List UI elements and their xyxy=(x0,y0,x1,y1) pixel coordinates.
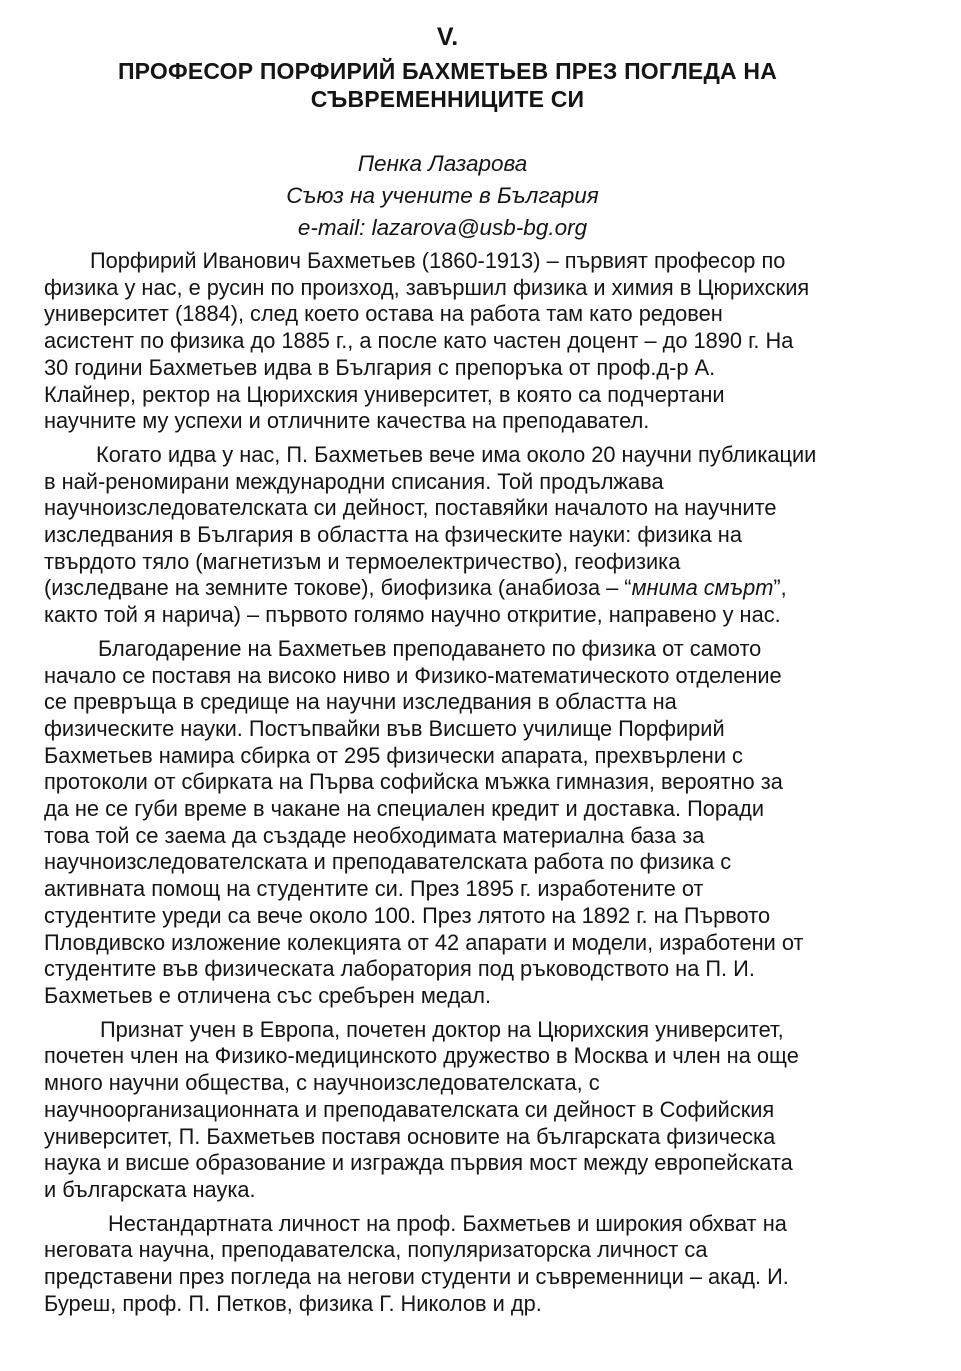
text-line: почетен член на Физико-медицинското дружество в Москва и член на още xyxy=(44,1043,799,1069)
text-line: и българската наука. xyxy=(44,1176,256,1202)
text-line: физическите науки. Постъпвайки във Висшето училище Порфирий xyxy=(44,715,725,741)
text-line: протоколи от сбирката на Първа софийска мъжка гимназия, вероятно за xyxy=(44,769,783,795)
text-fragment: (изследване на земните токове), биофизика (анабиоза – “ xyxy=(44,575,632,601)
text-line: студентите уреди са вече около 100. През лятото на 1892 г. на Първото xyxy=(44,902,771,928)
text-line: твърдото тяло (магнетизъм и термоелектричество), геофизика xyxy=(44,548,681,574)
paragraph xyxy=(44,1017,924,1204)
text-line: Бахметьев е отличена със сребърен медал. xyxy=(44,982,492,1008)
text-line: неговата научна, преподавателска, популяризаторска личност са xyxy=(44,1237,708,1263)
text-line: в най-реномирани международни списания. Той продължава xyxy=(44,468,664,494)
paragraph xyxy=(44,442,924,629)
text-line: Порфирий Иванович Бахметьев (1860-1913) – първият професор по xyxy=(90,248,786,273)
text-line: да не се губи време в чакане на специален кредит и доставка. Поради xyxy=(44,796,765,822)
author-email: e-mail: lazarova@usb-bg.org xyxy=(297,215,588,240)
text-line: изследвания в България в областта на фзическите науки: физика на xyxy=(44,522,742,548)
paragraph xyxy=(44,636,924,1010)
text-line: Клайнер, ректор на Цюрихския университет, в която са подчертани xyxy=(44,381,725,407)
text-line: много научни общества, с научноизследователската, с xyxy=(44,1070,600,1096)
text-line xyxy=(44,575,924,602)
text-line: се превръща в средище на научни изследвания в областта на xyxy=(44,689,677,715)
title-line: ПРОФЕСОР ПОРФИРИЙ БАХМЕТЬЕВ ПРЕЗ ПОГЛЕДА НА xyxy=(117,58,778,84)
text-line: Нестандартната личност на проф. Бахметьев и широкия обхват на xyxy=(108,1210,787,1236)
text-line: студентите във физическата лаборатория под ръководството на П. И. xyxy=(44,956,755,982)
text-line: асистент по физика до 1885 г., а после като частен доцент – до 1890 г. На xyxy=(44,328,794,354)
text-line: физика у нас, е русин по произход, завършил физика и химия в Цюрихския xyxy=(44,274,810,300)
article-body xyxy=(44,248,924,1324)
title-line: СЪВРЕМЕННИЦИТЕ СИ xyxy=(310,86,585,112)
text-line: университет (1884), след което остава на работа там като редовен xyxy=(44,301,723,327)
author-affiliation: Съюз на учените в България xyxy=(286,183,599,208)
text-line: активната помощ на студентите си. През 1895 г. изработените от xyxy=(44,876,704,902)
text-line: 30 години Бахметьев идва в България с препоръка от проф.д-р А. xyxy=(44,354,716,380)
text-line: Когато идва у нас, П. Бахметьев вече има около 20 научни публикации xyxy=(96,441,817,467)
text-line: университет, П. Бахметьев поставя основите на българската физическа xyxy=(44,1123,776,1149)
text-line: научноизследователската си дейност, поставяйки началото на научните xyxy=(44,495,777,521)
author-name: Пенка Лазарова xyxy=(357,151,528,176)
text-line: това той се заема да създаде необходимата материална база за xyxy=(44,822,705,848)
text-line: начало се поставя на високо ниво и Физико-математическото отделение xyxy=(44,662,782,688)
text-line: Признат учен в Европа, почетен доктор на Цюрихския университет, xyxy=(100,1016,784,1042)
text-line: както той я нарича) – първото голямо научно откритие, направено у нас. xyxy=(44,602,781,628)
text-line: Благодарение на Бахметьев преподаването по физика от самото xyxy=(98,635,762,661)
italic-phrase: мнима смърт xyxy=(631,575,774,601)
text-line: представени през погледа на негови студенти и съвременници – акад. И. xyxy=(44,1264,789,1290)
text-line: Бахметьев намира сбирка от 295 физически апарата, прехвърлени с xyxy=(44,742,743,768)
text-line: наука и висше образование и изгражда първия мост между европейската xyxy=(44,1150,793,1176)
author-block xyxy=(0,148,885,244)
section-number: V. xyxy=(436,23,459,51)
paragraph xyxy=(44,248,924,435)
text-fragment: ”, xyxy=(773,575,787,601)
paragraph xyxy=(44,1211,924,1318)
text-line: Буреш, проф. П. Петков, физика Г. Николов и др. xyxy=(44,1290,542,1316)
text-line: научноизследователската и преподавателската работа по физика с xyxy=(44,849,732,875)
text-line: научноорганизационната и преподавателската си дейност в Софийския xyxy=(44,1096,775,1122)
article-title xyxy=(0,57,895,113)
text-line: научните му успехи и отличните качества на преподавател. xyxy=(44,408,650,434)
text-line: Пловдивско изложение колекцията от 42 апарати и модели, изработени от xyxy=(44,929,804,955)
